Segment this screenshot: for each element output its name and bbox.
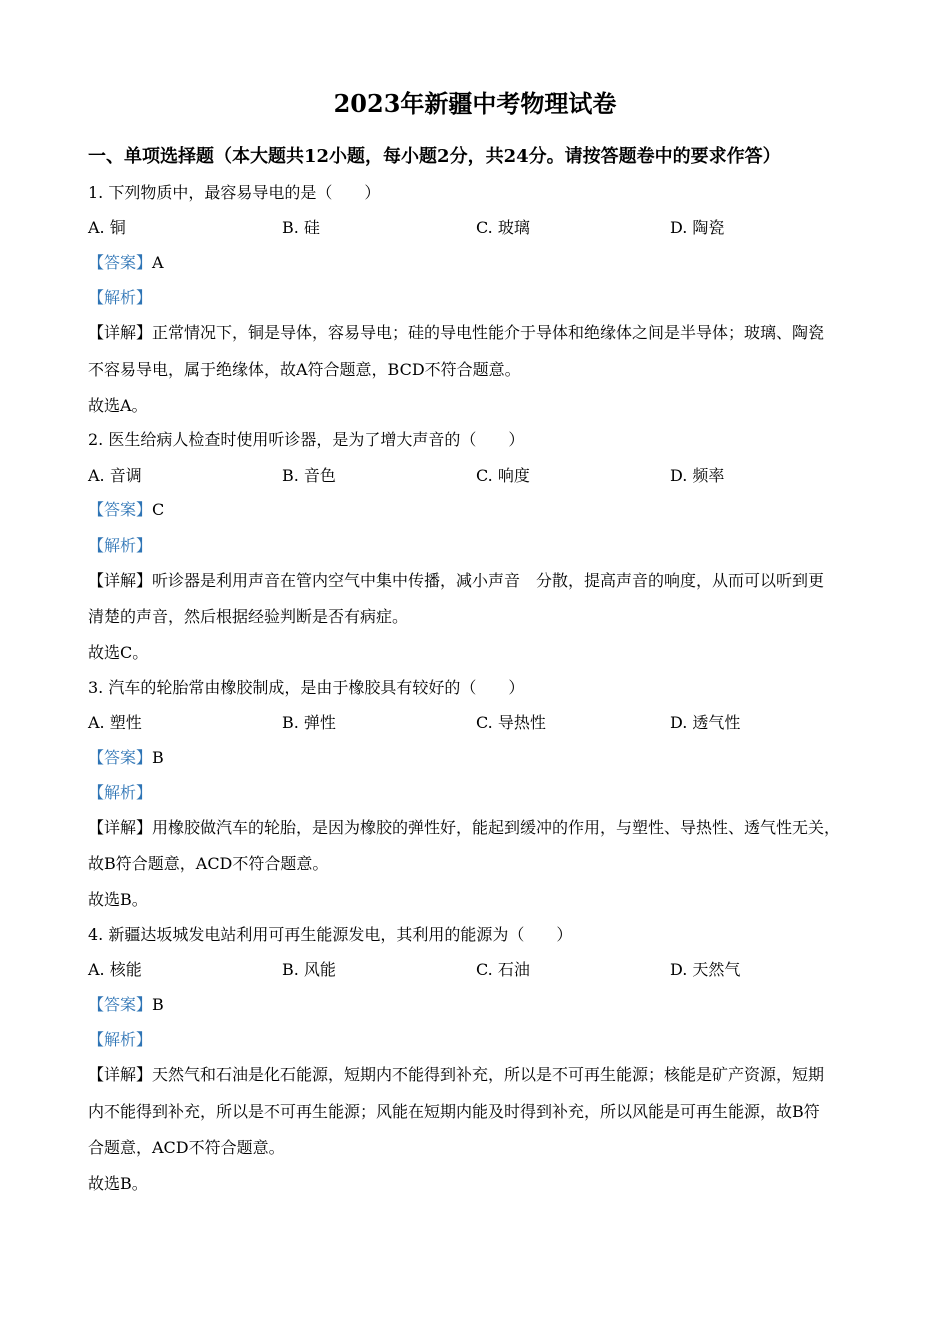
detail-text: 天然气和石油是化石能源，短期内不能得到补充，所以是不可再生能源；核能是矿产资源，短期 — [152, 1065, 825, 1084]
option-b: B. 硅 — [282, 218, 320, 237]
analysis-label: 【解析】 — [88, 783, 153, 802]
analysis-label: 【解析】 — [88, 536, 153, 555]
answer-label: 【答案】 — [88, 748, 153, 767]
detail-line — [88, 817, 840, 839]
answer-line — [88, 994, 164, 1016]
answer-line — [88, 499, 164, 521]
option-a: A. 塑性 — [88, 713, 142, 732]
detail-line: 合题意，ACD不符合题意。 — [88, 1138, 285, 1157]
option-d: D. 陶瓷 — [670, 218, 725, 237]
answer-value: B — [152, 748, 164, 767]
option-d: D. 透气性 — [670, 713, 741, 732]
option-d: D. 天然气 — [670, 960, 741, 979]
detail-label: 【详解】 — [88, 818, 153, 837]
detail-label: 【详解】 — [88, 1065, 153, 1084]
answer-label: 【答案】 — [88, 253, 153, 272]
detail-label: 【详解】 — [88, 571, 153, 590]
conclusion: 故选B。 — [88, 1174, 148, 1193]
answer-line — [88, 252, 164, 274]
option-c: C. 玻璃 — [476, 218, 530, 237]
option-a: A. 核能 — [88, 960, 142, 979]
conclusion: 故选B。 — [88, 890, 148, 909]
answer-value: A — [152, 253, 164, 272]
answer-value: B — [152, 995, 164, 1014]
detail-line: 故B符合题意，ACD不符合题意。 — [88, 854, 329, 873]
option-b: B. 弹性 — [282, 713, 336, 732]
section-heading: 一、单项选择题（本大题共12小题，每小题2分，共24分。请按答题卷中的要求作答） — [88, 146, 781, 167]
detail-line: 内不能得到补充，所以是不可再生能源；风能在短期内能及时得到补充，所以风能是可再生能源，故B符 — [88, 1102, 820, 1121]
detail-line — [88, 570, 824, 592]
option-b: B. 风能 — [282, 960, 336, 979]
answer-label: 【答案】 — [88, 500, 153, 519]
detail-text: 用橡胶做汽车的轮胎，是因为橡胶的弹性好，能起到缓冲的作用，与塑性、导热性、透气性无关， — [152, 818, 841, 837]
option-c: C. 导热性 — [476, 713, 546, 732]
option-a: A. 铜 — [88, 218, 126, 237]
detail-line — [88, 322, 824, 344]
page-title: 2023年新疆中考物理试卷 — [333, 89, 617, 118]
conclusion: 故选A。 — [88, 396, 148, 415]
answer-value: C — [152, 500, 165, 519]
question-stem: 4. 新疆达坂城发电站利用可再生能源发电，其利用的能源为（ ） — [88, 925, 573, 944]
detail-line: 清楚的声音，然后根据经验判断是否有病症。 — [88, 607, 409, 626]
answer-label: 【答案】 — [88, 995, 153, 1014]
analysis-label: 【解析】 — [88, 1030, 153, 1049]
question-stem: 1. 下列物质中，最容易导电的是（ ） — [88, 183, 381, 202]
option-d: D. 频率 — [670, 466, 725, 485]
answer-line — [88, 747, 164, 769]
detail-line: 不容易导电，属于绝缘体，故A符合题意，BCD不符合题意。 — [88, 360, 521, 379]
detail-text: 听诊器是利用声音在管内空气中集中传播，减小声音 分散，提高声音的响度，从而可以听到更 — [152, 571, 825, 590]
question-stem: 3. 汽车的轮胎常由橡胶制成，是由于橡胶具有较好的（ ） — [88, 678, 525, 697]
option-c: C. 石油 — [476, 960, 530, 979]
conclusion: 故选C。 — [88, 643, 149, 662]
option-a: A. 音调 — [88, 466, 142, 485]
detail-label: 【详解】 — [88, 323, 153, 342]
detail-text: 正常情况下，铜是导体，容易导电；硅的导电性能介于导体和绝缘体之间是半导体；玻璃、陶瓷 — [152, 323, 825, 342]
option-c: C. 响度 — [476, 466, 530, 485]
detail-line — [88, 1064, 824, 1086]
option-b: B. 音色 — [282, 466, 336, 485]
analysis-label: 【解析】 — [88, 288, 153, 307]
question-stem: 2. 医生给病人检查时使用听诊器，是为了增大声音的（ ） — [88, 430, 525, 449]
